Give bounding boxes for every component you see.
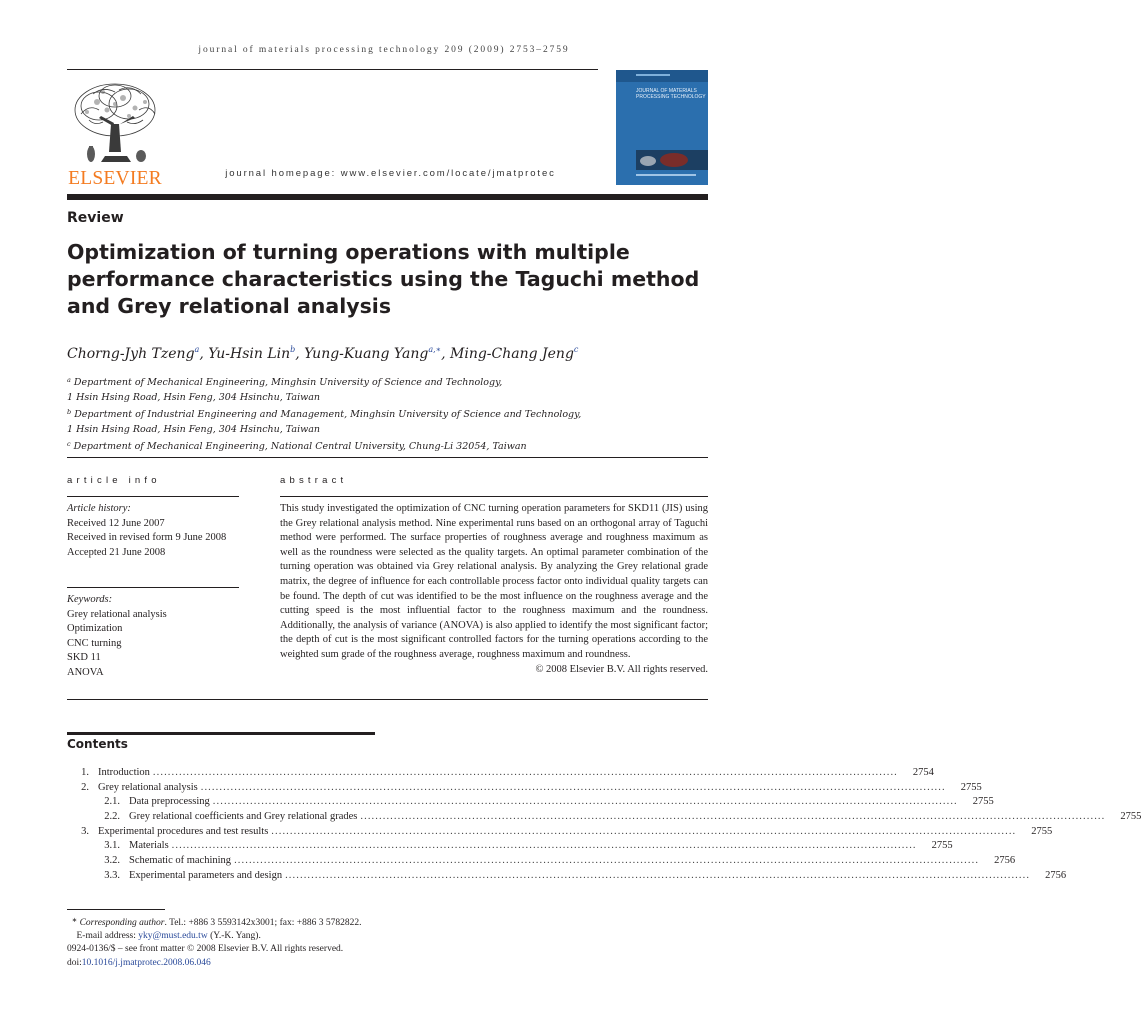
affiliations — [67, 373, 708, 455]
keyword[interactable]: ANOVA — [67, 666, 104, 678]
toc-page: 2754 — [912, 767, 934, 778]
toc-page: 2755 — [931, 840, 953, 852]
toc-title: Data preprocessing — [129, 796, 210, 808]
affil-text: Department of Industrial Engineering and Management, Minghsin University of Science and Technology, — [71, 409, 582, 421]
toc-number: 3. — [81, 825, 89, 837]
author-affil-mark[interactable]: a,∗ — [428, 345, 442, 354]
journal-homepage-link[interactable]: journal homepage: www.elsevier.com/locate/jmatprotec — [225, 168, 556, 179]
doi-link[interactable]: 10.1016/j.jmatprotec.2008.06.046 — [81, 957, 211, 968]
keyword[interactable]: CNC turning — [67, 637, 122, 649]
toc-item[interactable] — [67, 781, 982, 797]
abstract-copyright: © 2008 Elsevier B.V. All rights reserved. — [535, 663, 708, 675]
history-label: Article history: — [67, 503, 131, 514]
author-separator: , — [199, 346, 209, 362]
header-thick-rule — [67, 194, 708, 200]
front-matter-note: 0924-0136/$ – see front matter © 2008 Elsevier B.V. All rights reserved. — [67, 944, 344, 955]
keyword[interactable]: Optimization — [67, 623, 123, 635]
toc-title: Grey relational coefficients and Grey relational grades — [129, 811, 358, 823]
author-separator: , — [441, 346, 450, 362]
abstract-text: This study investigated the optimization of CNC turning operation parameters for SKD11 (JIS) using the Grey relational analysis method. Nine experimental runs based on an orthogonal array of Taguchi method were performed. The surface properties of roughness average and roughness maximum as well as the roundness were selected as the quality targets. An optimal parameter combination of the turning operation was obtained via Grey relational analysis. By analyzing the Grey relational grade matrix, the degree of influence for each controllable process factor onto individual quality targets can be found. The depth of cut was identified to be the most influence on the roughness average and the cutting speed is the most influential factor to the roughness maximum and the roundness. Additionally, the analysis of variance (ANOVA) is also applied to identify the most significant factor; the depth of cut is the most significant controlled factors for the turning operations according to the weighted sum grade of the roughness average, roughness maximum and roundness. — [280, 503, 708, 660]
toc-number: 2.1. — [104, 796, 120, 808]
email-link[interactable]: yky@must.edu.tw — [138, 931, 208, 942]
affiliation-line — [67, 405, 708, 423]
affiliation-line: 1 Hsin Hsing Road, Hsin Feng, 304 Hsinchu, Taiwan — [67, 391, 321, 403]
affiliation-line — [67, 437, 708, 455]
doi-label: doi: — [67, 957, 82, 968]
toc-item[interactable] — [67, 811, 1141, 826]
toc-title: Grey relational analysis — [98, 781, 198, 793]
table-of-contents — [67, 767, 1141, 885]
title-line: performance characteristics using the Taguchi method — [67, 267, 700, 291]
affil-mark: c — [67, 440, 71, 449]
toc-number: 2. — [81, 781, 89, 793]
email-suffix: (Y.-K. Yang). — [207, 931, 261, 942]
author-name[interactable]: Yu-Hsin Lin — [208, 346, 291, 362]
toc-title: Introduction — [98, 767, 150, 778]
toc-leader: ........................................................................................................................................................................................................ — [360, 811, 1106, 823]
publisher-logo[interactable] — [67, 80, 163, 189]
keywords-label: Keywords: — [67, 594, 113, 605]
cover-title: JOURNAL OF MATERIALS PROCESSING TECHNOLOGY — [636, 88, 706, 100]
abstract-heading: abstract — [280, 475, 348, 486]
corresponding-contact: . Tel.: +886 3 5593142x3001; fax: +886 3 5782822. — [164, 918, 362, 928]
toc-page: 2755 — [1120, 811, 1141, 823]
email-note — [67, 930, 708, 943]
cover-image-part — [660, 153, 688, 167]
toc-page: 2756 — [1045, 869, 1067, 881]
toc-item[interactable] — [67, 767, 934, 782]
toc-item[interactable] — [67, 796, 994, 811]
keywords-rule — [67, 587, 239, 588]
article-info-rule — [67, 496, 239, 497]
abstract-rule — [280, 496, 708, 497]
section-rule — [67, 457, 708, 458]
toc-leader: ........................................................................................................................................................................................................ — [200, 781, 946, 793]
cover-image-part — [640, 156, 656, 166]
toc-title: Schematic of machining — [129, 855, 232, 867]
affil-mark: a — [67, 376, 71, 384]
author-separator: , — [295, 346, 305, 362]
toc-number: 3.3. — [104, 869, 120, 881]
affil-text: Department of Mechanical Engineering, Minghsin University of Science and Technology, — [70, 377, 503, 388]
elsevier-wordmark: ELSEVIER — [68, 168, 162, 189]
email-label: E-mail address: — [76, 931, 139, 942]
footnote-rule — [67, 909, 165, 910]
header-rule — [67, 69, 598, 70]
toc-leader: ........................................................................................................................................................................................................ — [212, 796, 958, 808]
toc-title: Experimental parameters and design — [129, 869, 283, 881]
running-head: journal of materials processing technology 209 (2009) 2753–2759 — [198, 45, 570, 55]
affil-mark: b — [67, 408, 72, 417]
corresponding-author-note — [67, 914, 708, 930]
article-history — [67, 502, 239, 560]
toc-item[interactable] — [67, 840, 953, 855]
cover-foot — [636, 174, 696, 176]
toc-page: 2755 — [1031, 825, 1053, 837]
toc-item[interactable] — [67, 855, 1016, 870]
title-line: and Grey relational analysis — [67, 294, 392, 318]
toc-page: 2755 — [960, 781, 982, 793]
author-affil-mark[interactable]: c — [573, 345, 579, 354]
toc-item[interactable] — [67, 869, 1067, 885]
article-title — [67, 239, 708, 320]
toc-leader: ........................................................................................................................................................................................................ — [152, 767, 898, 778]
toc-page: 2755 — [972, 796, 994, 808]
article-info-heading: article info — [67, 475, 161, 486]
author-name[interactable]: Yung-Kuang Yang — [304, 346, 429, 362]
doi-note — [67, 957, 708, 970]
author-affil-mark[interactable]: a — [194, 345, 200, 354]
corresponding-label: Corresponding author — [79, 918, 165, 928]
corresponding-mark: ∗ — [71, 917, 78, 924]
toc-leader: ........................................................................................................................................................................................................ — [271, 825, 1017, 837]
toc-number: 3.1. — [104, 840, 120, 852]
cover-band — [616, 70, 708, 82]
history-item: Received 12 June 2007 — [67, 517, 165, 529]
toc-title: Materials — [129, 840, 169, 852]
title-line: Optimization of turning operations with multiple — [67, 240, 630, 264]
keyword[interactable]: SKD 11 — [67, 652, 101, 664]
keywords — [67, 593, 239, 681]
contents-rule — [67, 732, 375, 735]
toc-number: 2.2. — [104, 811, 120, 823]
toc-number: 3.2. — [104, 855, 120, 867]
affiliation-line — [67, 373, 708, 391]
keyword[interactable]: Grey relational analysis — [67, 608, 167, 620]
cover-line — [636, 74, 670, 76]
toc-leader: ........................................................................................................................................................................................................ — [171, 840, 917, 852]
author-name[interactable]: Chorng-Jyh Tzeng — [67, 346, 195, 362]
elsevier-tree-logo-icon — [69, 80, 161, 166]
history-item: Accepted 21 June 2008 — [67, 546, 166, 558]
author-list — [67, 345, 578, 362]
history-item: Received in revised form 9 June 2008 — [67, 532, 227, 544]
journal-cover-thumbnail[interactable] — [616, 70, 708, 185]
toc-leader: ........................................................................................................................................................................................................ — [234, 855, 980, 867]
section-rule — [67, 699, 708, 700]
abstract-body — [280, 502, 708, 677]
contents-heading: Contents — [67, 737, 128, 751]
toc-page: 2756 — [994, 855, 1016, 867]
toc-leader: ........................................................................................................................................................................................................ — [285, 869, 1031, 881]
toc-item[interactable] — [67, 825, 1053, 841]
affiliation-line: 1 Hsin Hsing Road, Hsin Feng, 304 Hsinchu, Taiwan — [67, 423, 321, 435]
author-name[interactable]: Ming-Chang Jeng — [450, 346, 574, 362]
article-type: Review — [67, 210, 124, 226]
affil-text: Department of Mechanical Engineering, National Central University, Chung-Li 32054, Taiwan — [70, 441, 527, 453]
footnotes — [67, 914, 708, 970]
toc-title: Experimental procedures and test results — [98, 825, 269, 837]
toc-number: 1. — [81, 767, 89, 778]
author-affil-mark[interactable]: b — [290, 345, 296, 354]
